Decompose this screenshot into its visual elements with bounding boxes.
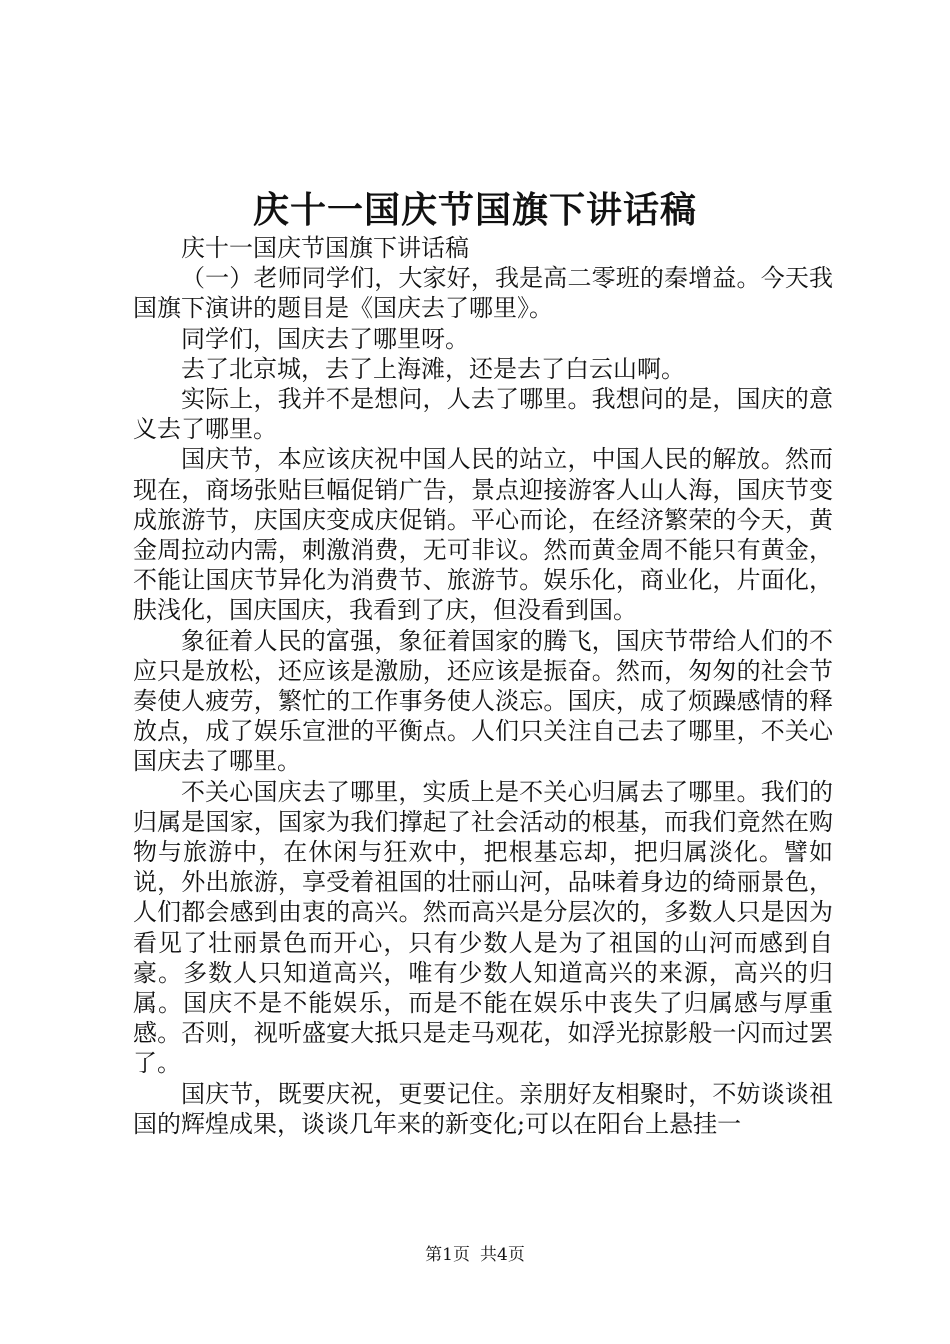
- document-body: [133, 233, 833, 1139]
- paragraph: 去了北京城，去了上海滩，还是去了白云山啊。: [181, 354, 685, 383]
- page-footer: [0, 1244, 950, 1266]
- paragraph: 同学们，国庆去了哪里呀。: [181, 324, 469, 353]
- paragraph: 实际上，我并不是想问，人去了哪里。我想问的是，国庆的意义去了哪里。: [133, 385, 833, 444]
- paragraph: 象征着人民的富强，象征着国家的腾飞，国庆节带给人们的不应只是放松，还应该是激励，还应该是振奋。然而，匆匆的社会节奏使人疲劳，繁忙的工作事务使人淡忘。国庆，成了烦躁感情的释放点，成了娱乐宣泄的平衡点。人们只关注自己去了哪里，不关心国庆去了哪里。: [133, 626, 833, 776]
- paragraph: （一）老师同学们，大家好，我是高二零班的秦增益。今天我国旗下演讲的题目是《国庆去了哪里》。: [133, 264, 833, 323]
- paragraph: 国庆节，既要庆祝，更要记住。亲朋好友相聚时，不妨谈谈祖国的辉煌成果，谈谈几年来的新变化;可以在阳台上悬挂一: [133, 1079, 833, 1138]
- paragraph: 国庆节，本应该庆祝中国人民的站立，中国人民的解放。然而现在，商场张贴巨幅促销广告，景点迎接游客人山人海，国庆节变成旅游节，庆国庆变成庆促销。平心而论，在经济繁荣的今天，黄金周拉动内需，刺激消费，无可非议。然而黄金周不能只有黄金，不能让国庆节异化为消费节、旅游节。娱乐化，商业化，片面化，肤浅化，国庆国庆，我看到了庆，但没看到国。: [133, 445, 833, 625]
- page-total: 共4页: [480, 1245, 525, 1265]
- document-title: 庆十一国庆节国旗下讲话稿: [252, 189, 697, 231]
- paragraph: 不关心国庆去了哪里，实质上是不关心归属去了哪里。我们的归属是国家，国家为我们撑起了社会活动的根基，而我们竟然在购物与旅游中，在休闲与狂欢中，把根基忘却，把归属淡化。譬如说，外出旅游，享受着祖国的壮丽山河，品味着身边的绮丽景色，人们都会感到由衷的高兴。然而高兴是分层次的，多数人只是因为看见了壮丽景色而开心，只有少数人是为了祖国的山河而感到自豪。多数人只知道高兴，唯有少数人知道高兴的来源，高兴的归属。国庆不是不能娱乐，而是不能在娱乐中丧失了归属感与厚重感。否则，视听盛宴大抵只是走马观花，如浮光掠影般一闪而过罢了。: [133, 777, 833, 1078]
- paragraph: 庆十一国庆节国旗下讲话稿: [181, 234, 469, 262]
- page-number: 第1页: [425, 1245, 470, 1265]
